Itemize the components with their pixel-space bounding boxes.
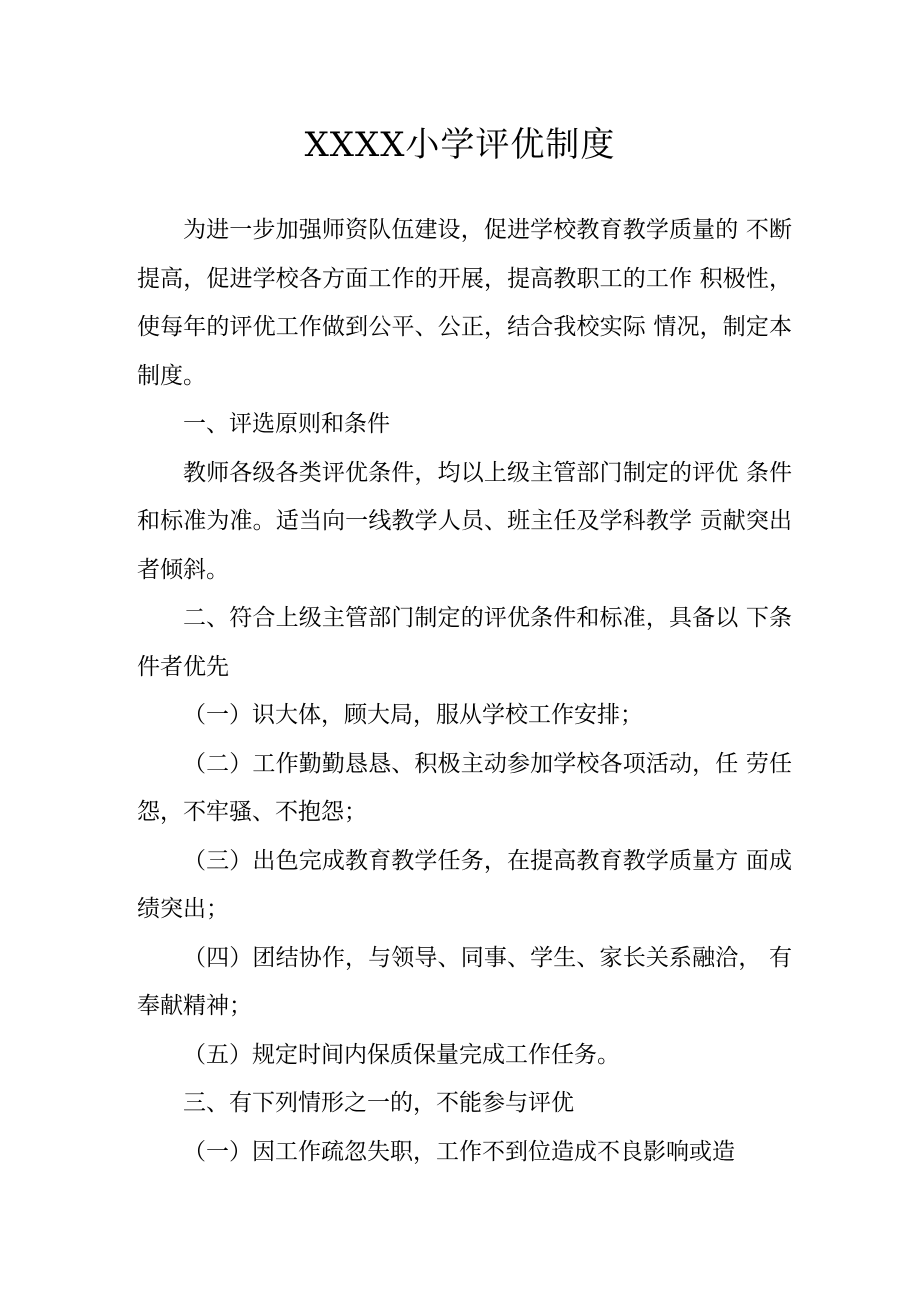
list-item-3-1: （一）因工作疏忽失职，工作不到位造成不良影响或造 — [183, 1138, 735, 1165]
section-heading-3: 三、有下列情形之一的，不能参与评优 — [183, 1090, 574, 1116]
list-item-2-2: （二）工作勤勤恳恳、积极主动参加学校各项活动，任 劳任怨，不牢骚、不抱怨； — [137, 750, 792, 825]
document-title: XXXX小学评优制度 — [304, 125, 616, 165]
paragraph-intro: 为进一步加强师资队伍建设，促进学校教育教学质量的 不断提高，促进学校各方面工作的开展，提高教职工的工作 积极性，使每年的评优工作做到公平、公正，结合我校实际 情况，制定本制度。 — [137, 217, 792, 389]
section-heading-2: 二、符合上级主管部门制定的评优条件和标准，具备以 下条件者优先 — [137, 605, 792, 680]
list-item-2-1: （一）识大体，顾大局，服从学校工作安排； — [183, 702, 643, 728]
list-item-2-4: （四）团结协作，与领导、同事、学生、家长关系融洽， 有奉献精神； — [137, 944, 792, 1019]
document-body — [137, 206, 792, 1176]
list-item-2-5: （五）规定时间内保质保量完成工作任务。 — [183, 1041, 620, 1068]
section-heading-1: 一、评选原则和条件 — [183, 411, 390, 437]
list-item-2-3: （三）出色完成教育教学任务，在提高教育教学质量方 面成绩突出； — [137, 847, 792, 922]
paragraph-section-1: 教师各级各类评优条件，均以上级主管部门制定的评优 条件和标准为准。适当向一线教学人员、班主任及学科教学 贡献突出者倾斜。 — [137, 459, 792, 583]
